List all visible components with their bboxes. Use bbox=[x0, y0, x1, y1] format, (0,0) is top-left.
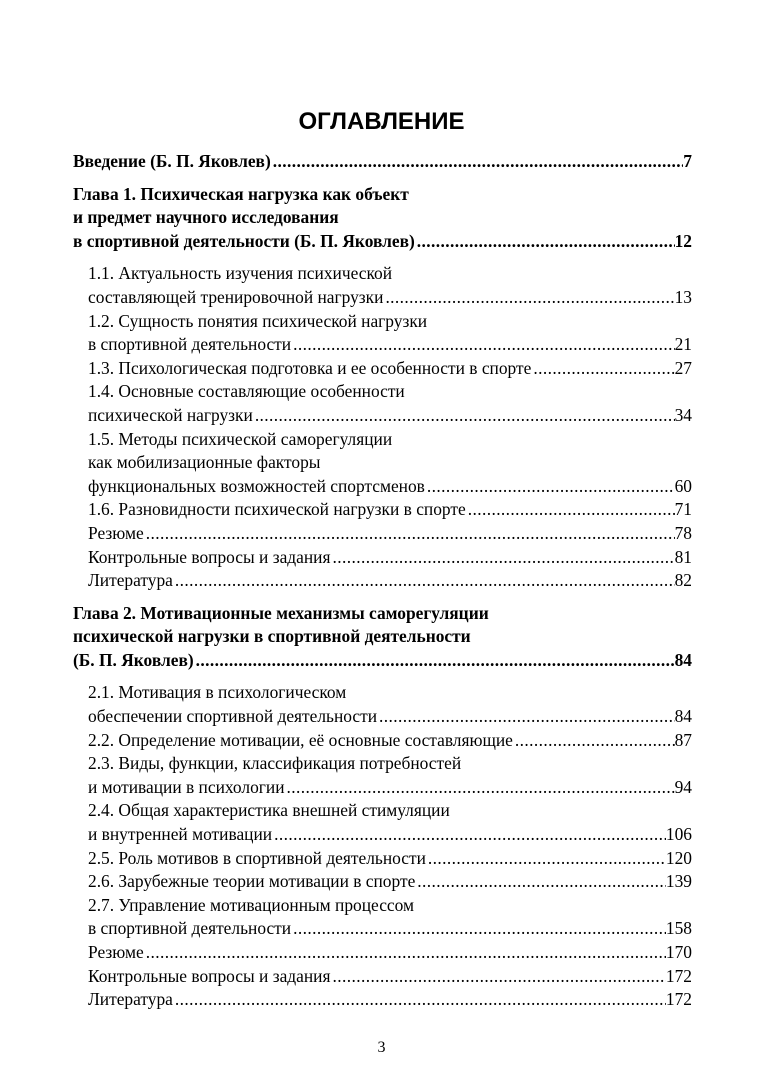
toc-subsection bbox=[88, 428, 692, 499]
toc-page-number: 158 bbox=[665, 918, 692, 939]
toc-entry-text: Введение (Б. П. Яковлев) bbox=[73, 151, 271, 171]
toc-entry-text: как мобилизационные факторы bbox=[88, 452, 321, 473]
toc-subsection bbox=[88, 847, 692, 871]
toc-entry-text: обеспечении спортивной деятельности bbox=[88, 706, 378, 727]
toc-entry-text: 1.3. Психологическая подготовка и ее особенности в спорте bbox=[88, 357, 532, 378]
toc-page-number: 60 bbox=[674, 475, 692, 496]
toc-entry-text: Литература bbox=[88, 570, 173, 591]
toc-page-number: 120 bbox=[665, 847, 692, 868]
toc-entry-text: 1.4. Основные составляющие особенности bbox=[88, 381, 405, 402]
toc-entry-text: 1.1. Актуальность изучения психической bbox=[88, 263, 393, 284]
dot-leader bbox=[330, 965, 665, 989]
toc-subsection bbox=[88, 729, 692, 753]
dot-leader bbox=[383, 286, 674, 310]
toc-page-number: 71 bbox=[674, 499, 692, 520]
dot-leader bbox=[173, 569, 675, 593]
toc-page-number: 139 bbox=[665, 871, 692, 892]
toc-page-number: 94 bbox=[674, 776, 692, 797]
toc-entry-text: и мотивации в психологии bbox=[88, 776, 285, 797]
toc-subsection-list bbox=[73, 262, 692, 592]
dot-leader bbox=[285, 776, 675, 800]
dot-leader bbox=[272, 823, 666, 847]
toc-subsection bbox=[88, 941, 692, 965]
toc-subsection bbox=[88, 546, 692, 570]
toc-subsection bbox=[88, 498, 692, 522]
toc-page-number: 21 bbox=[674, 334, 692, 355]
toc-entry-text: 2.2. Определение мотивации, её основные составляющие bbox=[88, 729, 513, 750]
toc-entry-text: 2.1. Мотивация в психологическом bbox=[88, 682, 347, 703]
dot-leader bbox=[144, 941, 666, 965]
toc-entry-text: 1.2. Сущность понятия психической нагрузки bbox=[88, 310, 428, 331]
toc-page-number: 82 bbox=[674, 570, 692, 591]
toc-entry-text: 1.5. Методы психической саморегуляции bbox=[88, 428, 393, 449]
toc-page-number: 27 bbox=[674, 357, 692, 378]
toc-entry-text: в спортивной деятельности bbox=[88, 334, 292, 355]
page-number: 3 bbox=[377, 1039, 386, 1056]
toc-entry-text: составляющей тренировочной нагрузки bbox=[88, 286, 384, 307]
toc-entry-text: Контрольные вопросы и задания bbox=[88, 546, 331, 567]
toc-page-number: 12 bbox=[674, 230, 692, 251]
toc-subsection-list bbox=[73, 681, 692, 1011]
toc-entry-text: 2.5. Роль мотивов в спортивной деятельности bbox=[88, 847, 426, 868]
toc-entry-text: в спортивной деятельности (Б. П. Яковлев) bbox=[73, 230, 415, 251]
toc-page-number: 7 bbox=[683, 151, 692, 171]
dot-leader bbox=[415, 230, 675, 254]
toc-subsection bbox=[88, 799, 692, 846]
toc-entry-text: в спортивной деятельности bbox=[88, 918, 292, 939]
dot-leader bbox=[253, 404, 675, 428]
dot-leader bbox=[194, 649, 675, 673]
toc-entry-text: Резюме bbox=[88, 522, 144, 543]
dot-leader bbox=[291, 333, 675, 357]
toc-chapter-heading bbox=[73, 183, 692, 254]
toc-entry-text: функциональных возможностей спортсменов bbox=[88, 475, 425, 496]
toc-page-number: 34 bbox=[674, 404, 692, 425]
toc-subsection bbox=[88, 310, 692, 357]
table-of-contents bbox=[73, 150, 692, 1012]
toc-page-number: 84 bbox=[674, 649, 692, 670]
toc-entry-text: Глава 2. Мотивационные механизмы саморегуляции bbox=[73, 602, 489, 623]
toc-chapter-heading bbox=[73, 602, 692, 673]
dot-leader bbox=[271, 150, 684, 174]
dot-leader bbox=[466, 498, 675, 522]
toc-page-number: 81 bbox=[674, 546, 692, 567]
toc-subsection bbox=[88, 569, 692, 593]
toc-subsection bbox=[88, 380, 692, 427]
page-title: ОГЛАВЛЕНИЕ bbox=[298, 108, 465, 135]
toc-entry-text: психической нагрузки bbox=[88, 404, 253, 425]
dot-leader bbox=[173, 988, 666, 1012]
toc-page-number: 172 bbox=[665, 965, 692, 986]
toc-entry-text: и предмет научного исследования bbox=[73, 207, 339, 228]
toc-chapter-heading bbox=[73, 150, 692, 174]
dot-leader bbox=[513, 729, 675, 753]
toc-entry-text: и внутренней мотивации bbox=[88, 824, 273, 845]
toc-subsection bbox=[88, 870, 692, 894]
toc-subsection bbox=[88, 522, 692, 546]
dot-leader bbox=[291, 917, 666, 941]
toc-entry-text: 2.4. Общая характеристика внешней стимуляции bbox=[88, 800, 450, 821]
toc-subsection bbox=[88, 988, 692, 1012]
toc-page-number: 13 bbox=[674, 286, 692, 307]
toc-subsection bbox=[88, 681, 692, 728]
dot-leader bbox=[415, 870, 666, 894]
toc-subsection bbox=[88, 965, 692, 989]
toc-entry-text: Литература bbox=[88, 989, 173, 1010]
toc-entry-text: 2.7. Управление мотивационным процессом bbox=[88, 894, 414, 915]
toc-page-number: 84 bbox=[674, 706, 692, 727]
toc-entry-text: Глава 1. Психическая нагрузка как объект bbox=[73, 183, 409, 204]
toc-chapter-ch2 bbox=[73, 602, 692, 1012]
toc-page-number: 106 bbox=[665, 824, 692, 845]
toc-entry-text: Контрольные вопросы и задания bbox=[88, 965, 331, 986]
toc-page-number: 78 bbox=[674, 522, 692, 543]
dot-leader bbox=[330, 546, 674, 570]
toc-subsection bbox=[88, 752, 692, 799]
toc-chapter-ch1 bbox=[73, 183, 692, 593]
toc-page-number: 172 bbox=[665, 989, 692, 1010]
toc-entry-text: 2.6. Зарубежные теории мотивации в спорте bbox=[88, 871, 416, 892]
toc-chapter-intro bbox=[73, 150, 692, 174]
dot-leader bbox=[144, 522, 675, 546]
toc-entry-text: 2.3. Виды, функции, классификация потребностей bbox=[88, 753, 462, 774]
toc-entry-text: психической нагрузки в спортивной деятельности bbox=[73, 626, 471, 647]
toc-page-number: 87 bbox=[674, 729, 692, 750]
dot-leader bbox=[426, 847, 666, 871]
toc-entry-text: 1.6. Разновидности психической нагрузки в спорте bbox=[88, 499, 466, 520]
toc-entry-text: (Б. П. Яковлев) bbox=[73, 649, 194, 670]
toc-subsection bbox=[88, 262, 692, 309]
toc-entry-text: Резюме bbox=[88, 942, 144, 962]
toc-subsection bbox=[88, 894, 692, 941]
dot-leader bbox=[531, 357, 674, 381]
toc-subsection bbox=[88, 357, 692, 381]
toc-page-number: 170 bbox=[665, 942, 692, 962]
dot-leader bbox=[425, 475, 675, 499]
dot-leader bbox=[377, 705, 675, 729]
